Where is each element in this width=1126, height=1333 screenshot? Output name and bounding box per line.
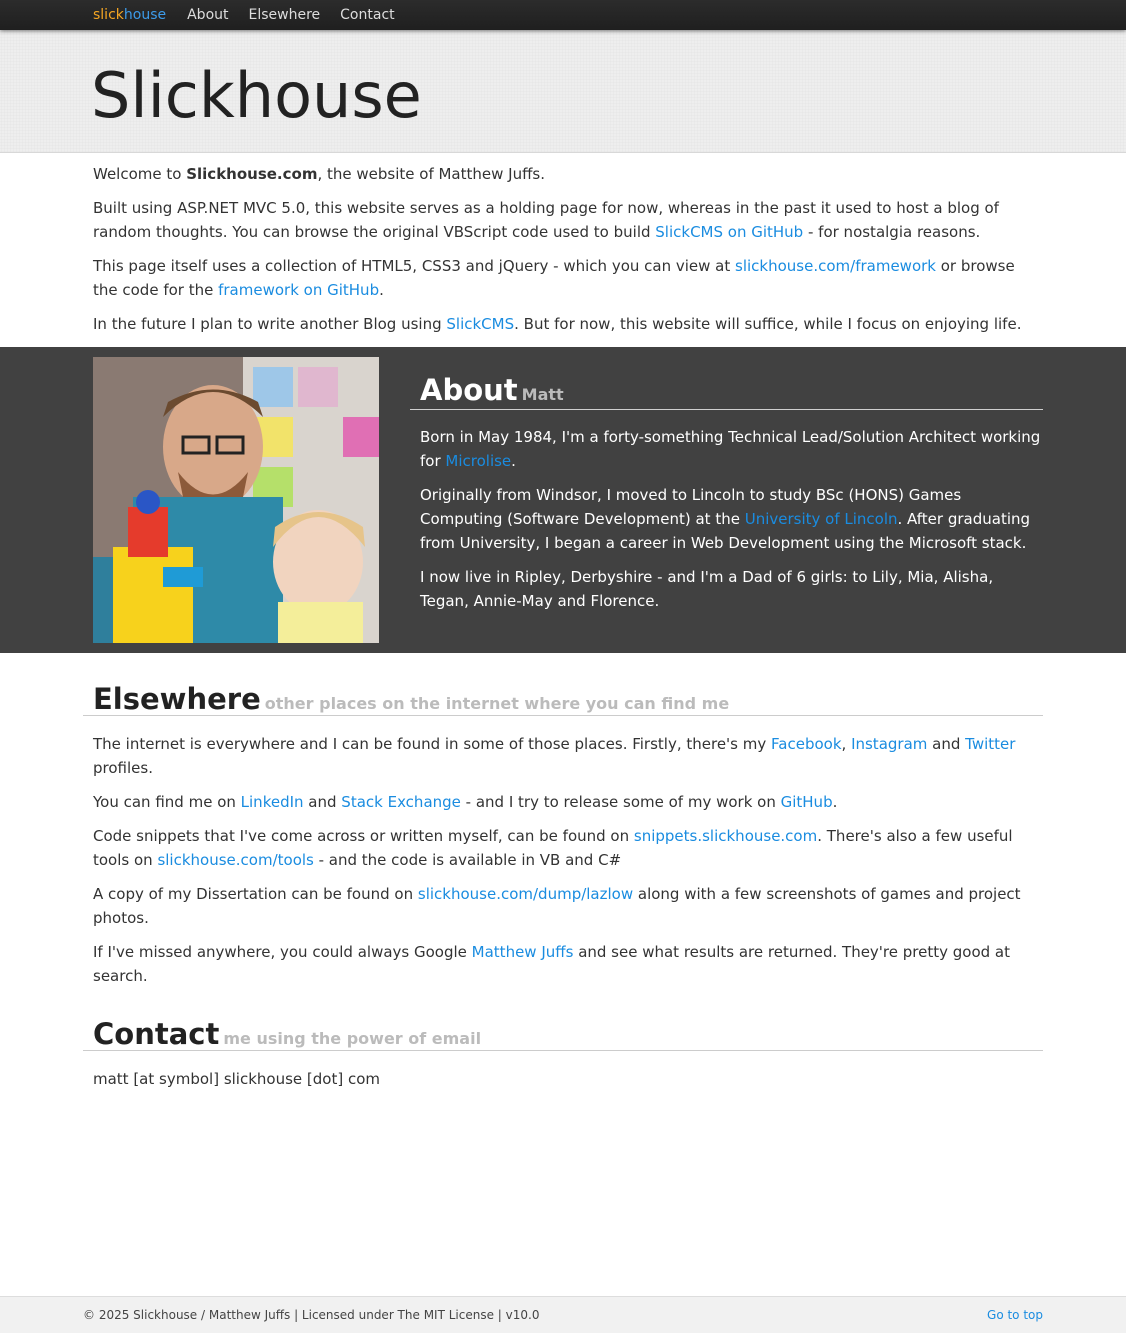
elsewhere-paragraph-1 (93, 732, 1033, 780)
instagram-link[interactable]: Instagram (851, 735, 928, 753)
contact-title: Contact (93, 1017, 220, 1051)
framework-link[interactable]: slickhouse.com/framework (735, 257, 936, 275)
text: and see what results are returned. They're pretty good at search. (93, 943, 1010, 985)
hero-banner (0, 30, 1126, 153)
about-body (420, 425, 1043, 623)
facebook-link[interactable]: Facebook (771, 735, 842, 753)
text: You can find me on (93, 793, 241, 811)
tools-link[interactable]: slickhouse.com/tools (157, 851, 314, 869)
about-paragraph-2 (420, 483, 1043, 555)
intro-section (93, 162, 1043, 346)
text: Built using ASP.NET MVC 5.0, this website serves as a holding page for now, whereas in the past it used to host a blog of random thoughts. You can browse the original VBScript code used to build (93, 199, 999, 241)
text: In the future I plan to write another Blog using (93, 315, 447, 333)
github-link[interactable]: GitHub (780, 793, 833, 811)
text: Code snippets that I've come across or written myself, can be found on (93, 827, 634, 845)
elsewhere-body (93, 732, 1033, 998)
contact-body (93, 1067, 1033, 1101)
about-title: About (420, 373, 518, 407)
site-name-bold: Slickhouse.com (186, 165, 318, 183)
elsewhere-paragraph-2 (93, 790, 1033, 814)
contact-email-text: matt [at symbol] slickhouse [dot] com (93, 1070, 380, 1088)
about-heading (420, 371, 564, 414)
intro-paragraph-4 (93, 312, 1043, 336)
page-footer (0, 1296, 1126, 1333)
snippets-link[interactable]: snippets.slickhouse.com (633, 827, 818, 845)
text: , (841, 735, 852, 753)
nav-link-about[interactable]: About (187, 7, 229, 23)
text: If I've missed anywhere, you could always Google (93, 943, 472, 961)
about-heading-bar (410, 371, 1043, 410)
text: and (927, 735, 966, 753)
text: , the website of Matthew Juffs. (317, 165, 546, 183)
intro-paragraph-3 (93, 254, 1043, 302)
text: and (303, 793, 342, 811)
about-paragraph-3: I now live in Ripley, Derbyshire - and I'm a Dad of 6 girls: to Lily, Mia, Alisha, Tegan, Annie-May and Florence. (420, 568, 994, 610)
text: . But for now, this website will suffice, while I focus on enjoying life. (514, 315, 1022, 333)
university-of-lincoln-link[interactable]: University of Lincoln (744, 510, 898, 528)
text: . There's also a few useful tools on (93, 827, 1013, 869)
microlise-link[interactable]: Microlise (445, 452, 512, 470)
text: . After graduating from University, I began a career in Web Development using the Microsoft stack. (420, 510, 1031, 552)
text: or browse the code for the (93, 257, 1015, 299)
framework-github-link[interactable]: framework on GitHub (218, 281, 380, 299)
nav-link-elsewhere[interactable]: Elsewhere (248, 7, 321, 23)
contact-subtitle: me using the power of email (223, 1029, 482, 1048)
intro-paragraph-2 (93, 196, 1043, 244)
google-search-link[interactable]: Matthew Juffs (471, 943, 574, 961)
footer-copyright: © 2025 Slickhouse / Matthew Juffs | Licensed under The MIT License | v10.0 (83, 1308, 540, 1322)
linkedin-link[interactable]: LinkedIn (240, 793, 304, 811)
page-title: Slickhouse (91, 59, 422, 132)
text: Born in May 1984, I'm a forty-something Technical Lead/Solution Architect working for (420, 428, 1041, 470)
elsewhere-paragraph-3 (93, 824, 1033, 872)
text: - for nostalgia reasons. (803, 223, 981, 241)
profile-photo-illustration (93, 357, 379, 643)
stack-exchange-link[interactable]: Stack Exchange (341, 793, 461, 811)
about-subtitle: Matt (521, 385, 564, 404)
about-section (0, 347, 1126, 653)
profile-photo (93, 357, 379, 643)
text: . (379, 281, 384, 299)
brand-slick-text: slick (93, 7, 124, 23)
text: Originally from Windsor, I moved to Lincoln to study BSc (HONS) Games Computing (Software Development) at the (420, 486, 962, 528)
text: along with a few screenshots of games and project photos. (93, 885, 1021, 927)
text: A copy of my Dissertation can be found on (93, 885, 418, 903)
intro-paragraph-1 (93, 162, 1043, 186)
dissertation-link[interactable]: slickhouse.com/dump/lazlow (417, 885, 634, 903)
text: . (511, 452, 516, 470)
twitter-link[interactable]: Twitter (965, 735, 1016, 753)
text: - and the code is available in VB and C# (313, 851, 622, 869)
about-paragraph-1 (420, 425, 1043, 473)
nav-link-contact[interactable]: Contact (340, 7, 395, 23)
text: Welcome to (93, 165, 187, 183)
brand-logo-link[interactable] (93, 3, 166, 27)
top-navbar (0, 0, 1126, 30)
elsewhere-paragraph-4 (93, 882, 1033, 930)
elsewhere-title: Elsewhere (93, 682, 261, 716)
text: . (832, 793, 838, 811)
elsewhere-heading (93, 680, 729, 723)
elsewhere-paragraph-5 (93, 940, 1033, 988)
nav-inner (93, 0, 415, 30)
contact-heading (93, 1015, 481, 1058)
text: profiles. (93, 759, 153, 777)
text: - and I try to release some of my work on (460, 793, 781, 811)
slickcms-link[interactable]: SlickCMS (446, 315, 515, 333)
elsewhere-subtitle: other places on the internet where you can find me (264, 694, 730, 713)
elsewhere-heading-bar (83, 680, 1043, 716)
slickcms-github-link[interactable]: SlickCMS on GitHub (655, 223, 804, 241)
brand-house-text: house (123, 7, 167, 23)
text: The internet is everywhere and I can be found in some of those places. Firstly, there's my (93, 735, 772, 753)
contact-heading-bar (83, 1015, 1043, 1051)
text: This page itself uses a collection of HTML5, CSS3 and jQuery - which you can view at (93, 257, 736, 275)
go-to-top-link[interactable]: Go to top (987, 1308, 1043, 1322)
